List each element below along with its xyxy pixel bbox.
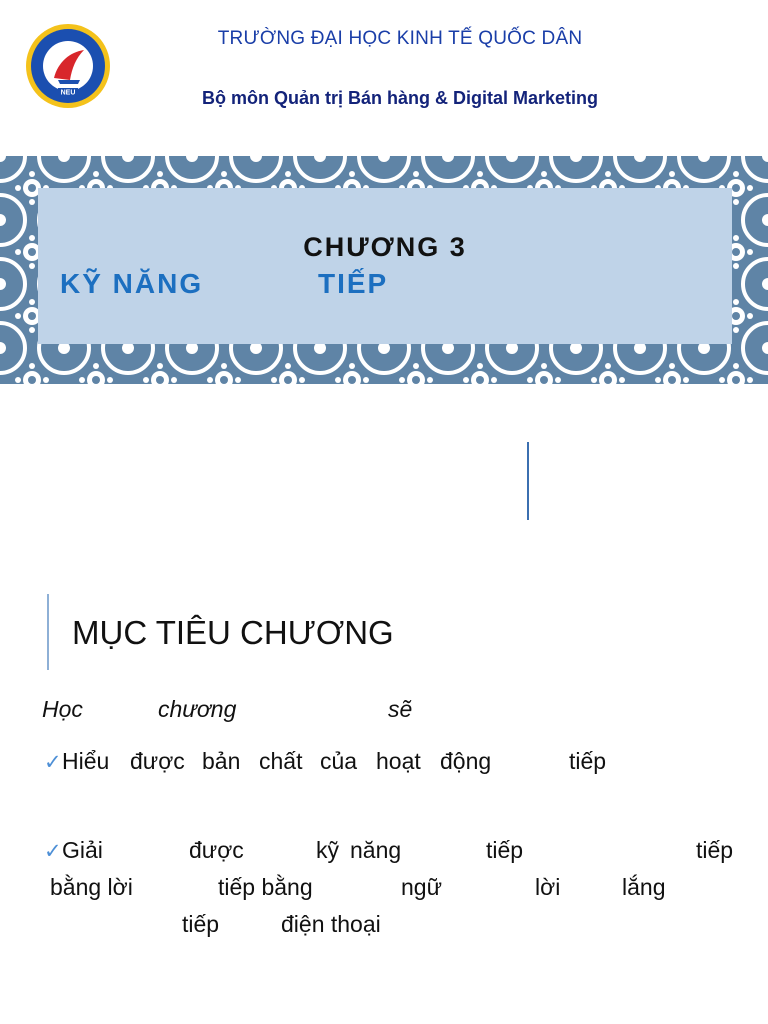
bullet1-word: động — [440, 748, 492, 774]
logo-abbr: NEU — [60, 89, 76, 97]
bullet2-word: năng — [350, 837, 402, 863]
section-accent-bar — [47, 594, 49, 670]
bullet1-word: hoạt — [376, 748, 421, 774]
intro-word: chương — [158, 696, 237, 722]
bullet2-word: tiếp bằng — [218, 874, 313, 900]
bullet1-word: Hiểu — [62, 748, 110, 774]
bullet1-word: bản — [202, 748, 241, 774]
bullet2-word: tiếp — [182, 911, 220, 937]
bullet2-word: bằng lời — [50, 874, 133, 900]
checkmark-icon: ✓ — [44, 751, 62, 774]
subtitle-part-2: TIẾP — [318, 268, 389, 299]
logo-emblem-icon — [24, 22, 112, 110]
intro-word: Học — [42, 696, 83, 722]
bullet2-word: điện thoại — [281, 911, 381, 937]
university-name: TRƯỜNG ĐẠI HỌC KINH TẾ QUỐC DÂN — [217, 28, 583, 49]
bullet2-word: được — [189, 837, 244, 863]
bullet2-word: ngữ — [401, 874, 442, 900]
bullet1-word: được — [130, 748, 185, 774]
bullet2-word: lời — [535, 874, 561, 900]
bullet1-word: tiếp — [569, 748, 607, 774]
bullet2-word: kỹ — [316, 837, 339, 863]
department-name: Bộ môn Quản trị Bán hàng & Digital Marketing — [201, 88, 599, 108]
bullet2-word: Giải — [62, 837, 103, 863]
bullet2-word: tiếp — [696, 837, 734, 863]
checkmark-icon: ✓ — [44, 840, 62, 863]
intro-word: sẽ — [388, 696, 413, 722]
subtitle-part-1: KỸ NĂNG — [60, 268, 204, 299]
banner-title-panel — [38, 188, 732, 344]
university-logo — [24, 22, 112, 110]
bullet2-word: lắng — [622, 874, 666, 900]
vertical-divider — [527, 442, 529, 520]
section-title: MỤC TIÊU CHƯƠNG — [72, 614, 394, 651]
bullet1-word: của — [320, 748, 358, 774]
bullet2-word: tiếp — [486, 837, 524, 863]
chapter-title: CHƯƠNG 3 — [303, 232, 467, 262]
bullet1-word: chất — [259, 748, 303, 774]
